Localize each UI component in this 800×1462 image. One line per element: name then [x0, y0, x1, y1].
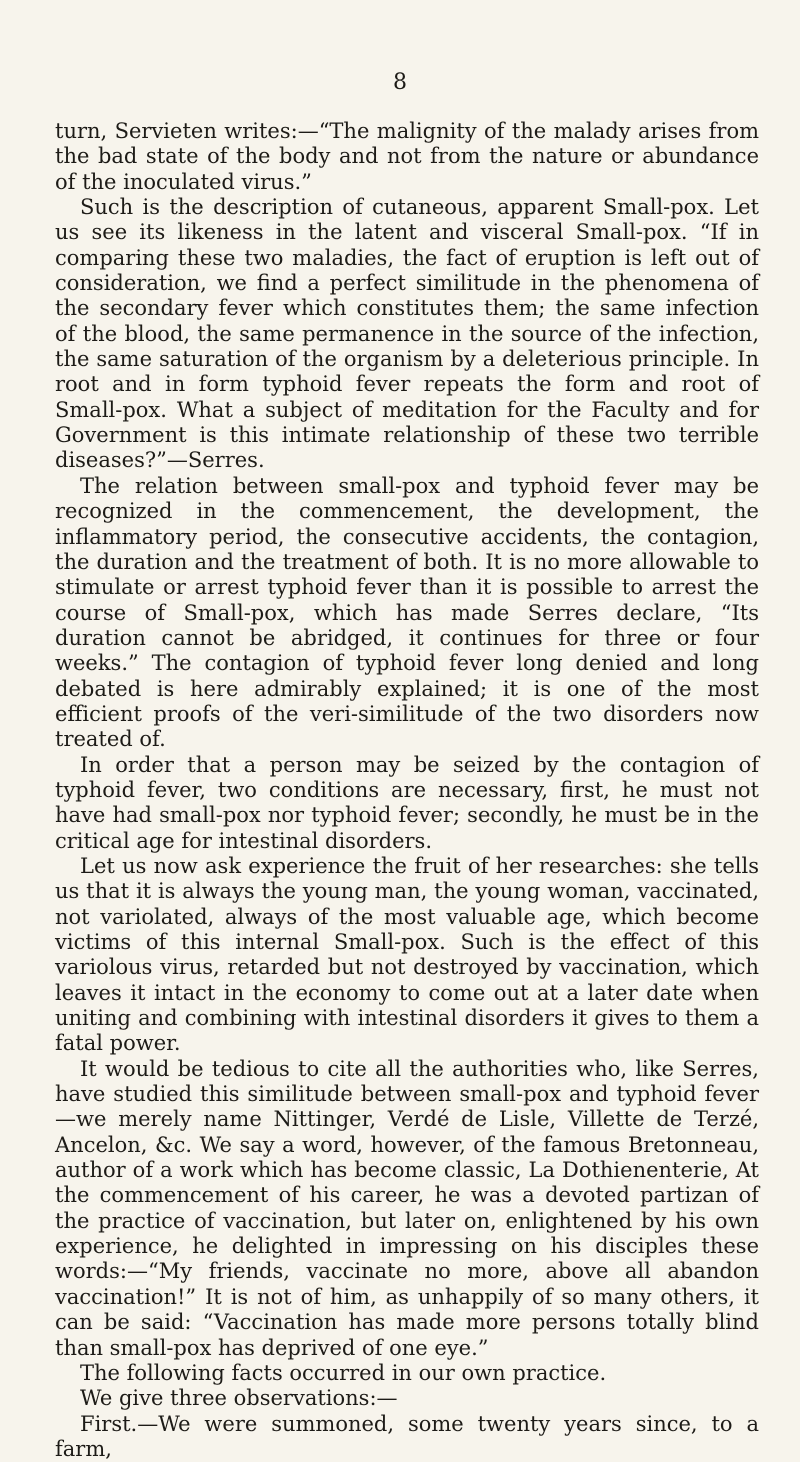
- paragraph: Such is the description of cutaneous, apparent Small-pox. Let us see its likeness in the latent and visceral Small-pox. “If in comparing these two maladies, the fact of eruption is left out of consideration, we find a perfect similitude in the phenomena of the secondary fever which constitutes them; the same infection of the blood, the same permanence in the source of the infection, the same saturation of the organism by a deleterious principle. In root and in form typhoid fever repeats the form and root of Small-pox. What a subject of meditation for the Faculty and for Government is this intimate relationship of these two terrible diseases?”—Serres.: [55, 195, 759, 473]
- body-text: [55, 119, 759, 1462]
- paragraph: turn, Servieten writes:—“The malignity of the malady arises from the bad state of the body and not from the nature or abundance of the inoculated virus.”: [55, 119, 759, 194]
- paragraph: The relation between small-pox and typhoid fever may be recognized in the commencement, the development, the inflammatory period, the consecutive accidents, the contagion, the duration and the treatment of both. It is no more allowable to stimulate or arrest typhoid fever than it is possible to arrest the course of Small-pox, which has made Serres declare, “Its duration cannot be abridged, it continues for three or four weeks.” The contagion of typhoid fever long denied and long debated is here admirably explained; it is one of the most efficient proofs of the veri-similitude of the two disorders now treated of.: [55, 473, 759, 752]
- paragraph: Let us now ask experience the fruit of her researches: she tells us that it is always the young man, the young woman, vaccinated, not variolated, always of the most valuable age, which become victims of this internal Small-pox. Such is the effect of this variolous virus, retarded but not destroyed by vaccination, which leaves it intact in the economy to come out at a later date when uniting and combining with intestinal disorders it gives to them a fatal power.: [55, 853, 759, 1056]
- paragraph: It would be tedious to cite all the authorities who, like Serres, have studied this similitude between small-pox and typhoid fever—we merely name Nittinger, Verdé de Lisle, Villette de Terzé, Ancelon, &c. We say a word, however, of the famous Bretonneau, author of a work which has become classic, La Dothienenterie, At the commencement of his career, he was a devoted partizan of the practice of vaccination, but later on, enlightened by his own experience, he delighted in impressing on his disciples these words:—“My friends, vaccinate no more, above all abandon vaccination!” It is not of him, as unhappily of so many others, it can be said: “Vaccination has made more persons totally blind than small-pox has deprived of one eye.”: [55, 1056, 759, 1360]
- page-number: 8: [393, 70, 407, 95]
- paragraph: In order that a person may be seized by the contagion of typhoid fever, two conditions are necessary, first, he must not have had small-pox nor typhoid fever; secondly, he must be in the critical age for intestinal disorders.: [55, 752, 759, 853]
- paragraph: We give three observations:—: [80, 1386, 398, 1411]
- paragraph: First.—We were summoned, some twenty years since, to a farm,: [55, 1411, 759, 1461]
- paragraph: The following facts occurred in our own practice.: [80, 1360, 607, 1385]
